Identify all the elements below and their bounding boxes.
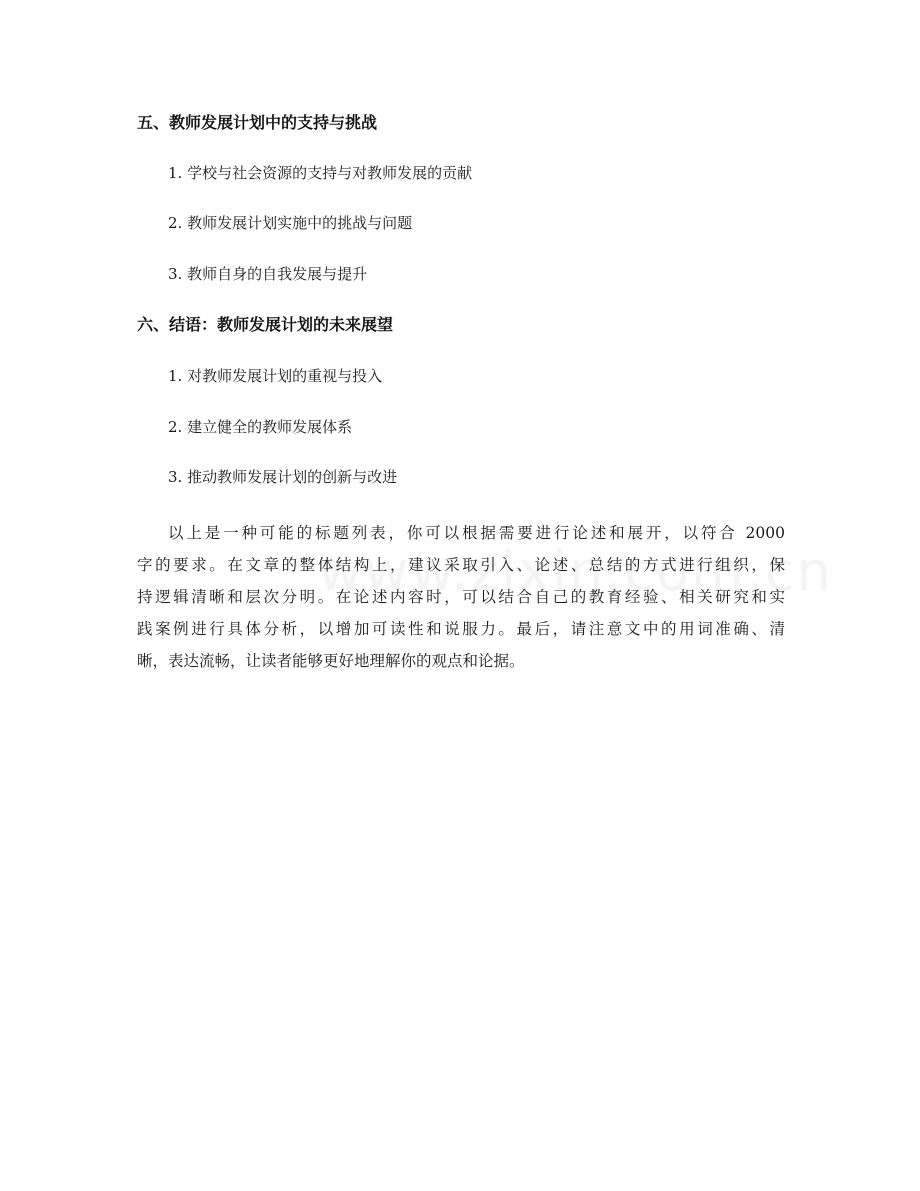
list-item: 2. 教师发展计划实施中的挑战与问题 <box>168 214 413 232</box>
paragraph-line: 践案例进行具体分析，以增加可读性和说服力。最后，请注意文中的用词准确、清 <box>137 620 785 638</box>
list-item: 1. 对教师发展计划的重视与投入 <box>168 367 383 385</box>
paragraph-line: 晰，表达流畅，让读者能够更好地理解你的观点和论据。 <box>137 652 525 670</box>
list-item: 1. 学校与社会资源的支持与对教师发展的贡献 <box>168 164 473 182</box>
list-item: 3. 教师自身的自我发展与提升 <box>168 265 368 283</box>
closing-paragraph <box>137 517 785 677</box>
paragraph-line: 持逻辑清晰和层次分明。在论述内容时，可以结合自己的教育经验、相关研究和实 <box>137 588 785 606</box>
section-heading-5: 五、教师发展计划中的支持与挑战 <box>137 113 378 132</box>
list-item: 3. 推动教师发展计划的创新与改进 <box>168 468 398 486</box>
section-heading-6: 六、结语：教师发展计划的未来展望 <box>137 315 394 334</box>
paragraph-line: 字的要求。在文章的整体结构上，建议采取引入、论述、总结的方式进行组织，保 <box>137 556 785 574</box>
list-item: 2. 建立健全的教师发展体系 <box>168 418 353 436</box>
paragraph-line: 以上是一种可能的标题列表，你可以根据需要进行论述和展开，以符合 2000 <box>168 524 785 542</box>
